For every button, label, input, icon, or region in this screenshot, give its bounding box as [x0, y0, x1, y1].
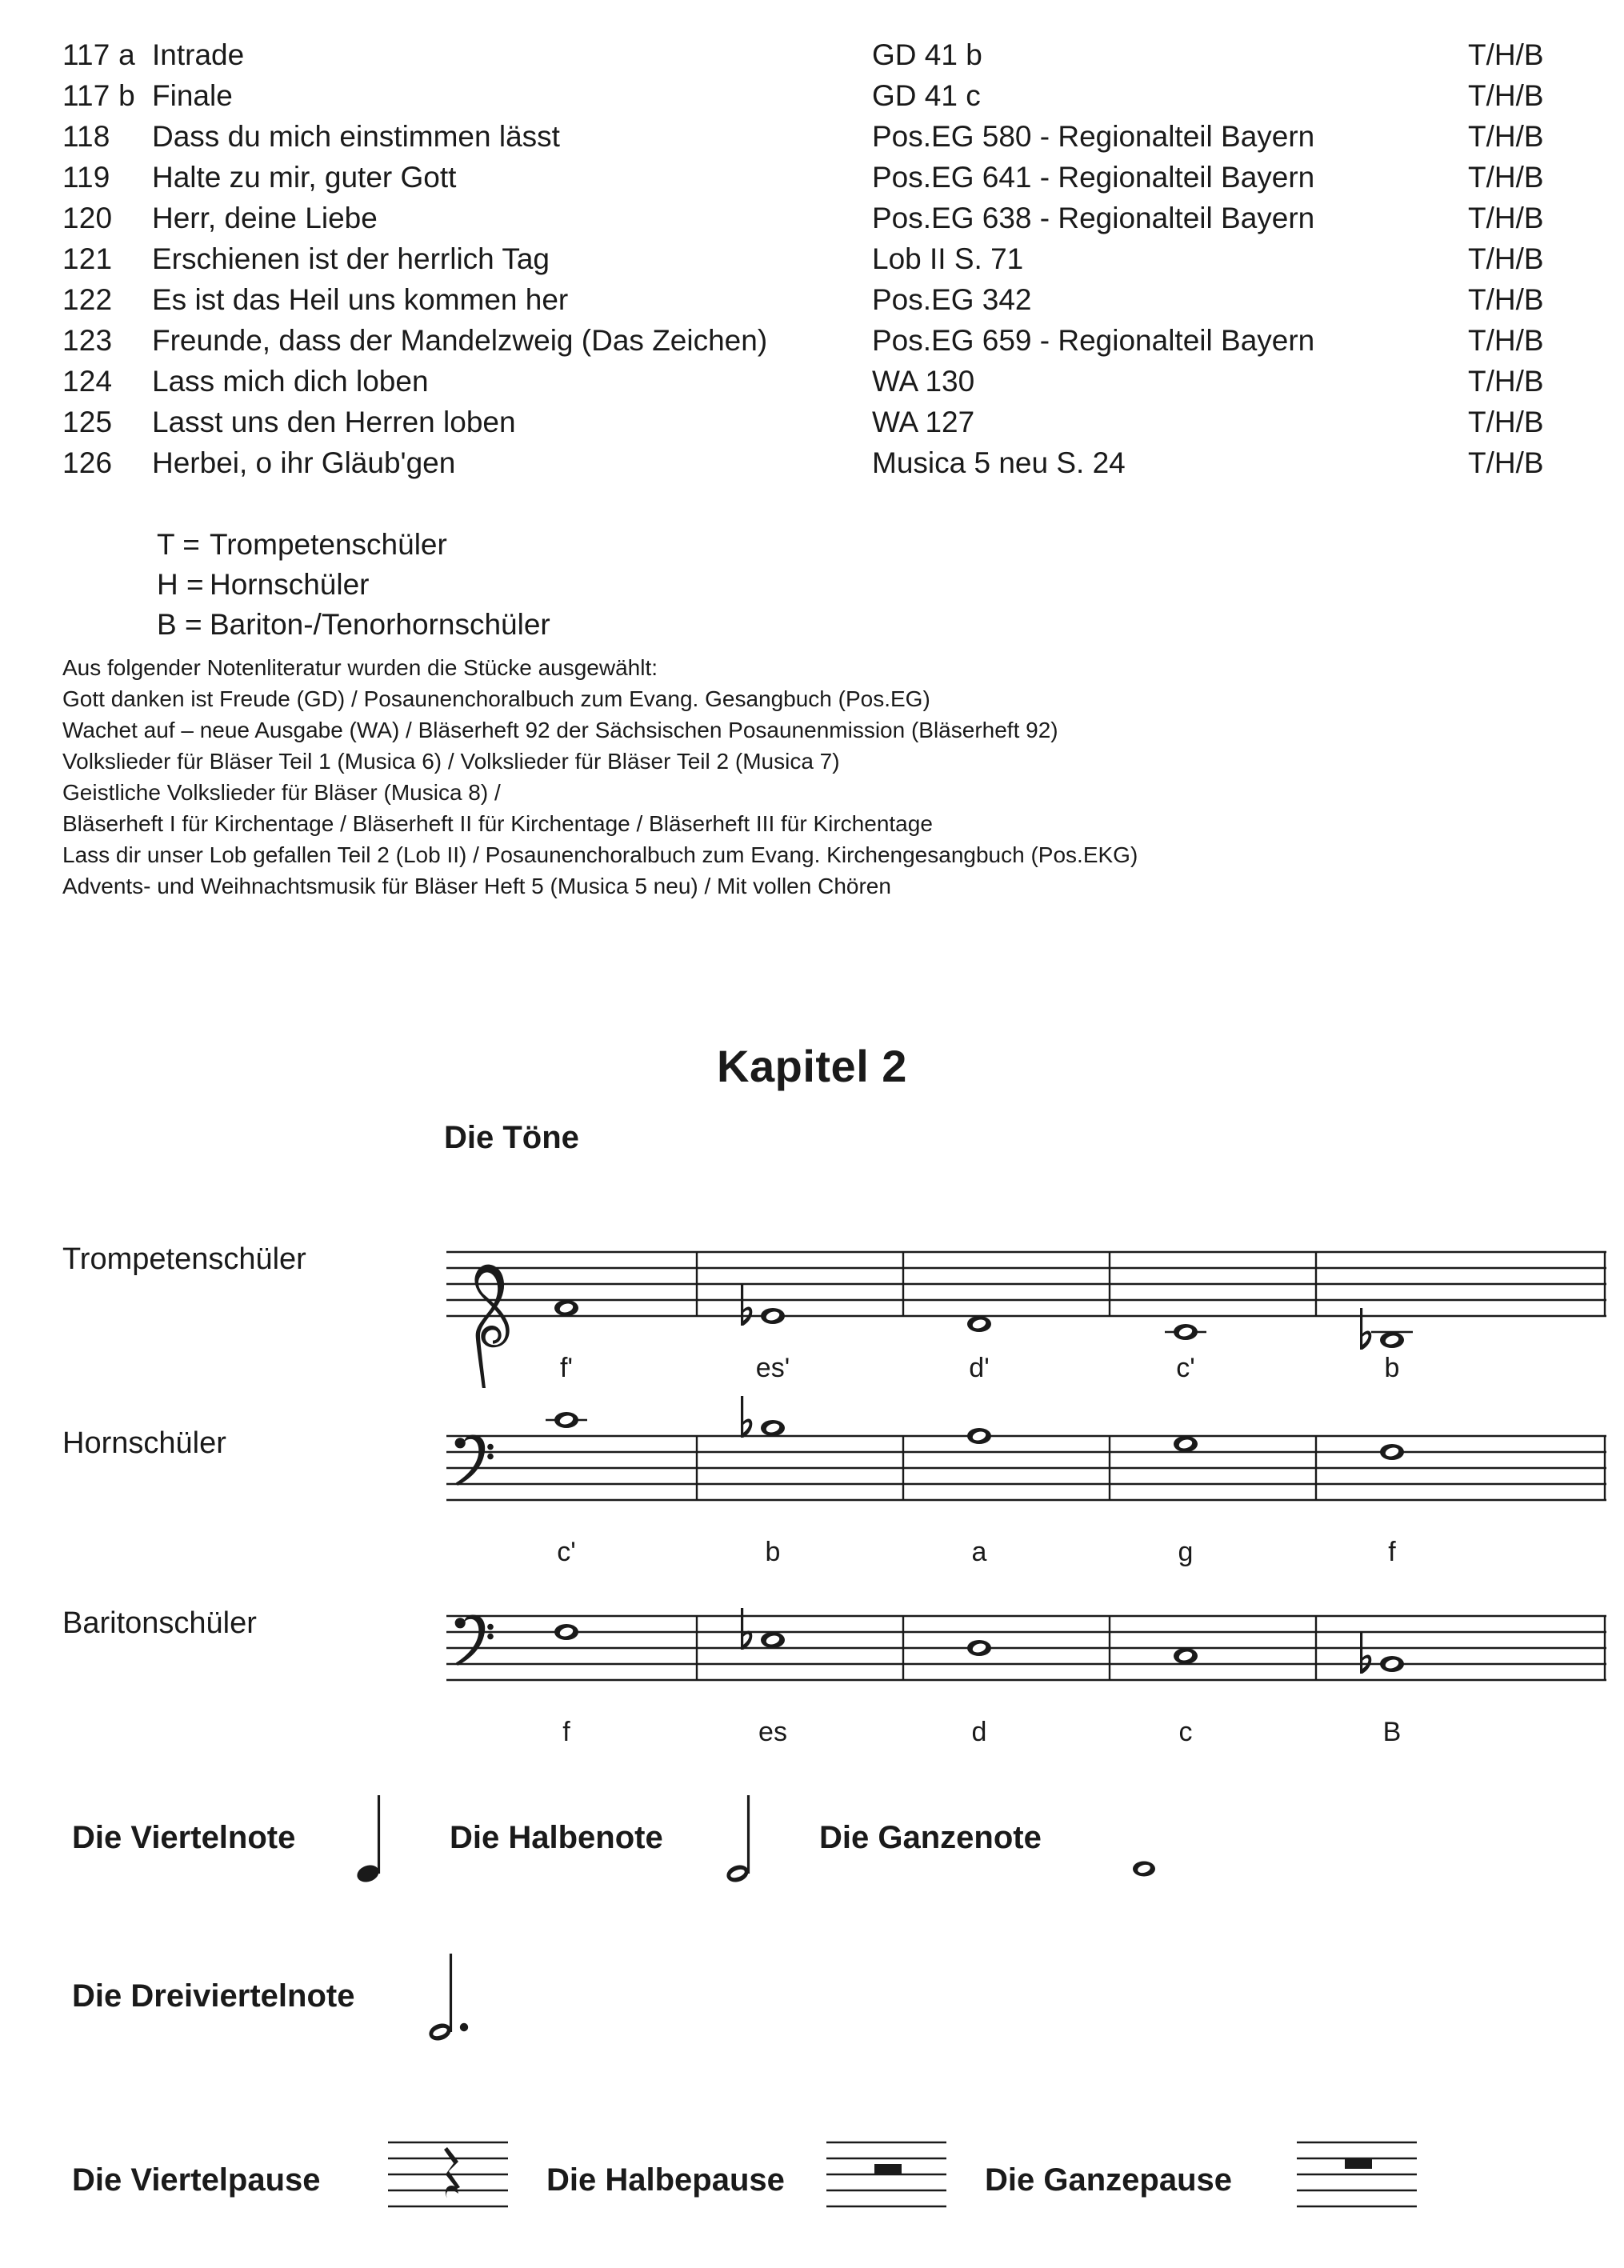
pitch-label: f	[1388, 1537, 1396, 1567]
bass-clef-icon	[455, 1614, 494, 1666]
piece-source: Pos.EG 580 - Regionalteil Bayern	[872, 120, 1315, 153]
whole-note-icon	[1380, 1332, 1404, 1348]
note-values-row	[72, 1786, 1171, 1890]
treble-clef-icon	[467, 1265, 510, 1388]
source-line: Wachet auf – neue Ausgabe (WA) / Bläserheft 92 der Sächsischen Posaunenmission (Bläserheft 92)	[62, 718, 1058, 742]
pitch-label: es'	[755, 1353, 790, 1383]
voice-legend	[157, 528, 550, 648]
piece-source: WA 130	[872, 365, 975, 398]
piece-title: Es ist das Heil uns kommen her	[152, 283, 569, 316]
piece-number: 121	[62, 242, 113, 275]
note-value-label: Die Ganzenote	[819, 1819, 1042, 1855]
piece-voices: T/H/B	[1468, 79, 1544, 112]
legend-value: Hornschüler	[210, 568, 370, 601]
pitch-label: a	[971, 1537, 987, 1567]
source-line: Volkslieder für Bläser Teil 1 (Musica 6) / Volkslieder für Bläser Teil 2 (Musica 7)	[62, 749, 840, 774]
piece-voices: T/H/B	[1468, 324, 1544, 357]
piece-row	[62, 38, 1566, 79]
piece-row	[62, 202, 1566, 242]
pitch-label: d	[971, 1717, 987, 1747]
legend-key: H =	[157, 568, 204, 601]
half-rest-icon	[826, 2128, 946, 2232]
whole-note-icon	[761, 1632, 785, 1648]
whole-note-icon	[1380, 1656, 1404, 1672]
staff-label: Trompetenschüler	[62, 1242, 306, 1276]
piece-number: 119	[62, 161, 110, 194]
whole-rest-block	[1345, 2158, 1372, 2169]
whole-note-icon	[1174, 1648, 1198, 1664]
quarter-rest-icon	[388, 2128, 508, 2232]
legend-key: T =	[157, 528, 200, 561]
legend-key: B =	[157, 608, 202, 641]
rest-value-label: Die Halbepause	[546, 2162, 785, 2198]
bass-clef-icon	[455, 1434, 494, 1486]
whole-note-icon	[1174, 1436, 1198, 1452]
source-line: Bläserheft I für Kirchentage / Bläserheft II für Kirchentage / Bläserheft III für Kirchentage	[62, 811, 933, 836]
piece-source: GD 41 b	[872, 38, 982, 71]
piece-source: Pos.EG 342	[872, 283, 1032, 316]
whole-note-icon	[554, 1300, 578, 1316]
pitch-label: d'	[969, 1353, 990, 1383]
piece-number: 126	[62, 446, 113, 479]
piece-source: GD 41 c	[872, 79, 981, 112]
note-value-label: Die Halbenote	[450, 1819, 663, 1855]
pitch-label: b	[1384, 1353, 1400, 1383]
piece-title: Freunde, dass der Mandelzweig (Das Zeichen)	[152, 324, 768, 357]
flat-accidental-icon	[1360, 1632, 1371, 1674]
augmentation-dot-icon	[460, 2023, 468, 2031]
sources-intro: Aus folgender Notenliteratur wurden die Stücke ausgewählt:	[62, 655, 658, 680]
pitch-label: f	[562, 1717, 570, 1747]
source-literature-block	[62, 652, 1582, 902]
piece-row	[62, 365, 1566, 406]
source-line: Gott danken ist Freude (GD) / Posaunenchoralbuch zum Evang. Gesangbuch (Pos.EG)	[62, 686, 930, 711]
piece-row	[62, 324, 1566, 365]
half-note-icon	[722, 1786, 770, 1890]
piece-title: Lass mich dich loben	[152, 365, 429, 398]
pitch-label: c	[1178, 1717, 1193, 1747]
whole-note-icon	[1123, 1786, 1171, 1890]
legend-row	[157, 608, 550, 648]
music-staff	[446, 1568, 1606, 1752]
piece-row	[62, 242, 1566, 283]
dotted-half-note-icon	[424, 1944, 488, 2048]
whole-note-icon	[761, 1308, 785, 1324]
quarter-note-icon	[352, 1786, 400, 1890]
music-staff	[446, 1204, 1606, 1388]
piece-title: Finale	[152, 79, 233, 112]
source-line: Advents- und Weihnachtsmusik für Bläser Heft 5 (Musica 5 neu) / Mit vollen Chören	[62, 874, 891, 898]
legend-row	[157, 528, 550, 568]
note-value-label: Die Dreiviertelnote	[72, 1978, 355, 2014]
piece-number: 117 b	[62, 79, 135, 112]
section-subheading: Die Töne	[444, 1120, 579, 1155]
piece-voices: T/H/B	[1468, 161, 1544, 194]
rest-values-row	[72, 2128, 1417, 2232]
pitch-label: c'	[557, 1537, 576, 1567]
piece-source: Pos.EG 638 - Regionalteil Bayern	[872, 202, 1315, 234]
source-line: Lass dir unser Lob gefallen Teil 2 (Lob II) / Posaunenchoralbuch zum Evang. Kirchengesangbuch (Pos.EKG)	[62, 842, 1138, 867]
chapter-title: Kapitel 2	[717, 1041, 907, 1091]
piece-voices: T/H/B	[1468, 38, 1544, 71]
dotted-half-note-icon	[424, 1944, 488, 2048]
flat-accidental-icon	[1360, 1308, 1371, 1350]
piece-row	[62, 406, 1566, 446]
half-rest-icon	[826, 2128, 946, 2232]
whole-note-icon	[967, 1316, 991, 1332]
piece-row	[62, 120, 1566, 161]
whole-note-icon	[554, 1624, 578, 1640]
quarter-rest-icon	[388, 2128, 508, 2232]
source-line: Geistliche Volkslieder für Bläser (Musica 8) /	[62, 780, 501, 805]
whole-note-icon	[967, 1428, 991, 1444]
piece-number: 120	[62, 202, 113, 234]
whole-rest-icon	[1297, 2128, 1417, 2232]
piece-voices: T/H/B	[1468, 202, 1544, 234]
whole-note-icon	[1123, 1786, 1171, 1890]
whole-note-icon	[554, 1412, 578, 1428]
piece-row	[62, 446, 1566, 487]
staff-label: Hornschüler	[62, 1426, 226, 1460]
piece-title: Dass du mich einstimmen lässt	[152, 120, 560, 153]
legend-value: Bariton-/Tenorhornschüler	[210, 608, 550, 641]
half-note-icon	[722, 1786, 770, 1890]
note-value-label: Die Viertelnote	[72, 1819, 296, 1855]
staff-label: Baritonschüler	[62, 1606, 257, 1640]
piece-list	[62, 38, 1566, 487]
whole-rest-icon	[1297, 2128, 1417, 2232]
piece-title: Halte zu mir, guter Gott	[152, 161, 457, 194]
piece-voices: T/H/B	[1468, 365, 1544, 398]
piece-title: Intrade	[152, 38, 245, 71]
piece-voices: T/H/B	[1468, 242, 1544, 275]
rest-value-label: Die Viertelpause	[72, 2162, 321, 2198]
piece-title: Erschienen ist der herrlich Tag	[152, 242, 550, 275]
piece-title: Herbei, o ihr Gläub'gen	[152, 446, 456, 479]
pitch-label: es	[758, 1717, 787, 1747]
piece-number: 125	[62, 406, 113, 438]
whole-note-icon	[761, 1420, 785, 1436]
piece-source: Lob II S. 71	[872, 242, 1024, 275]
piece-number: 123	[62, 324, 113, 357]
pitch-label: c'	[1176, 1353, 1195, 1383]
flat-accidental-icon	[741, 1608, 752, 1650]
whole-note-icon	[1174, 1324, 1198, 1340]
whole-note-icon	[1380, 1444, 1404, 1460]
quarter-note-icon	[352, 1786, 400, 1890]
piece-number: 117 a	[62, 38, 135, 71]
piece-voices: T/H/B	[1468, 283, 1544, 316]
half-rest-block	[874, 2164, 902, 2174]
flat-accidental-icon	[741, 1396, 752, 1438]
pitch-label: B	[1382, 1717, 1402, 1747]
piece-voices: T/H/B	[1468, 120, 1544, 153]
piece-number: 122	[62, 283, 113, 316]
legend-value: Trompetenschüler	[210, 528, 447, 561]
legend-row	[157, 568, 550, 608]
piece-voices: T/H/B	[1468, 446, 1544, 479]
flat-accidental-icon	[741, 1284, 752, 1326]
piece-title: Lasst uns den Herren loben	[152, 406, 516, 438]
pitch-label: b	[765, 1537, 781, 1567]
piece-title: Herr, deine Liebe	[152, 202, 378, 234]
rest-value-label: Die Ganzepause	[985, 2162, 1233, 2198]
whole-note-icon	[967, 1640, 991, 1656]
music-staff	[446, 1388, 1606, 1572]
piece-row	[62, 79, 1566, 120]
pitch-label: f'	[560, 1353, 573, 1383]
note-values-row-2	[72, 1944, 488, 2048]
piece-source: WA 127	[872, 406, 975, 438]
piece-source: Pos.EG 659 - Regionalteil Bayern	[872, 324, 1315, 357]
pitch-label: g	[1178, 1537, 1194, 1567]
piece-source: Pos.EG 641 - Regionalteil Bayern	[872, 161, 1315, 194]
piece-row	[62, 161, 1566, 202]
piece-source: Musica 5 neu S. 24	[872, 446, 1126, 479]
piece-voices: T/H/B	[1468, 406, 1544, 438]
piece-number: 118	[62, 120, 110, 153]
piece-row	[62, 283, 1566, 324]
piece-number: 124	[62, 365, 113, 398]
